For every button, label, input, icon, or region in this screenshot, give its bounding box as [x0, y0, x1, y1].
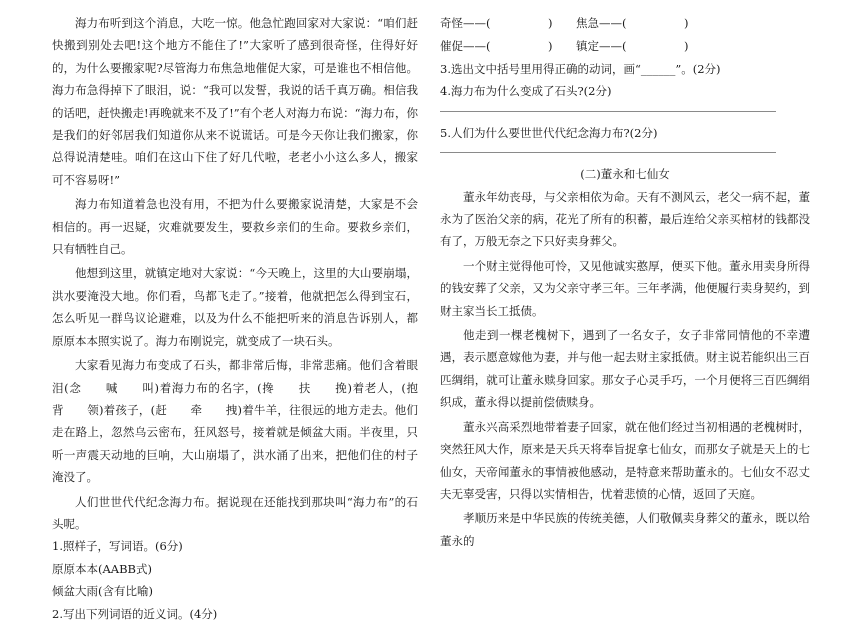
synonym-item: 奇怪——( ) [440, 16, 553, 30]
right-column [440, 12, 810, 552]
story-paragraph: 一个财主觉得他可怜，又见他诚实憨厚，便买下他。董永用卖身所得的钱安葬了父亲，又为父亲守孝三年。三年孝满，他便履行卖身契约，到财主家当长工抵债。 [440, 258, 810, 318]
story-paragraph: 人们世世代代纪念海力布。据说现在还能找到那块叫“海力布”的石头呢。 [52, 494, 418, 531]
question-1-item-b: 倾盆大雨(含有比喻) [52, 584, 153, 599]
question-3: 3.选出文中括号里用得正确的动词，画“______”。(2分) [440, 62, 721, 76]
story-paragraph: 大家看见海力布变成了石头，都非常后悔，非常悲痛。他们含着眼泪(念 喊 叫)着海力布的名字，(搀 扶 挽)着老人，(抱 背 领)着孩子，(赶 牵 拽)着牛羊，往很远的地方走去。他们走在路上，忽然乌云密布，狂风怒号，接着就是倾盆大雨。半夜里，只听一声震天动地的巨响，大山崩塌了，洪水涌了出来，把他们住的村子淹没了。 [52, 358, 441, 485]
synonym-row [440, 12, 810, 35]
answer-line [440, 110, 776, 112]
story-paragraph: 海力布知道着急也没有用，不把为什么要搬家说清楚，大家是不会相信的。再一迟疑，灾难就要发生，要救乡亲们的生命。要救乡亲们，只有牺牲自己。 [52, 197, 418, 257]
story-paragraph: 董永兴高采烈地带着妻子回家，就在他们经过当初相遇的老槐树时，突然狂风大作，原来是天兵天将奉旨捉拿七仙女，而那女子就是天上的七仙女，天帝闻董永的事情被他感动，是特意来帮助董永的。七仙女不忍丈夫无辜受害，只得以实情相告，忧着悲愤的心情，返回了天庭。 [440, 419, 810, 501]
answer-line [440, 151, 776, 153]
question-1-item-a: 原原本本(AABB式) [52, 561, 152, 576]
story-paragraph: 孝顺历来是中华民族的传统美德，人们敬佩卖身葬父的董永，既以给董永的 [440, 511, 810, 548]
question-2: 2.写出下列词语的近义词。(4分) [52, 606, 218, 621]
story-paragraph: 董永年幼丧母，与父亲相依为命。天有不测风云，老父一病不起，董永为了医治父亲的病，花光了所有的积蓄，最后连给父亲买棺材的钱都没有了，万般无奈之下只好卖身葬父。 [440, 189, 810, 249]
question-4: 4.海力布为什么变成了石头?(2分) [440, 84, 612, 99]
story-paragraph: 他想到这里，就镇定地对大家说：“今天晚上，这里的大山要崩塌，洪水要淹没大地。你们看，鸟都飞走了。”接着，他就把怎么得到宝石，怎么听见一群鸟议论避难，以及为什么不能把听来的消息告诉别人，都原原本本照实说了。海力布刚说完，就变成了一块石头。 [52, 266, 418, 348]
synonym-item: 镇定——( ) [576, 39, 689, 53]
section-title: (二)董永和七仙女 [580, 167, 670, 182]
synonym-item: 焦急——( ) [576, 16, 689, 30]
question-1: 1.照样子，写词语。(6分) [52, 539, 183, 554]
synonym-item: 催促——( ) [440, 39, 553, 53]
question-5: 5.人们为什么要世世代代纪念海力布?(2分) [440, 125, 658, 140]
synonym-row [440, 35, 810, 58]
left-column [52, 12, 441, 625]
story-paragraph: 他走到一棵老槐树下，遇到了一名女子，女子非常同情他的不幸遭遇，表示愿意嫁他为妻，并与他一起去财主家抵债。财主说若能织出三百匹绸绢，就可让董永赎身回家。那女子心灵手巧，一个月便将三百匹绸绢织成，董永得以提前偿债赎身。 [440, 328, 810, 410]
story-paragraph: 海力布听到这个消息，大吃一惊。他急忙跑回家对大家说：“咱们赶快搬到别处去吧!这个地方不能住了!”大家听了感到很奇怪，住得好好的，为什么要搬家呢?尽管海力布焦急地催促大家，可是谁也不相信他。海力布急得掉下了眼泪，说：“我可以发誓，我说的话千真万确。相信我的话吧，赶快搬走!再晚就来不及了!”有个老人对海力布说：“海力布，你是我们的好邻居我们知道你从来不说谎话。可是今天你让我们搬家，你总得说清楚哇。咱们在这山下住了好几代啦，老老小小这么多人，搬家可不容易呀!” [52, 16, 418, 187]
